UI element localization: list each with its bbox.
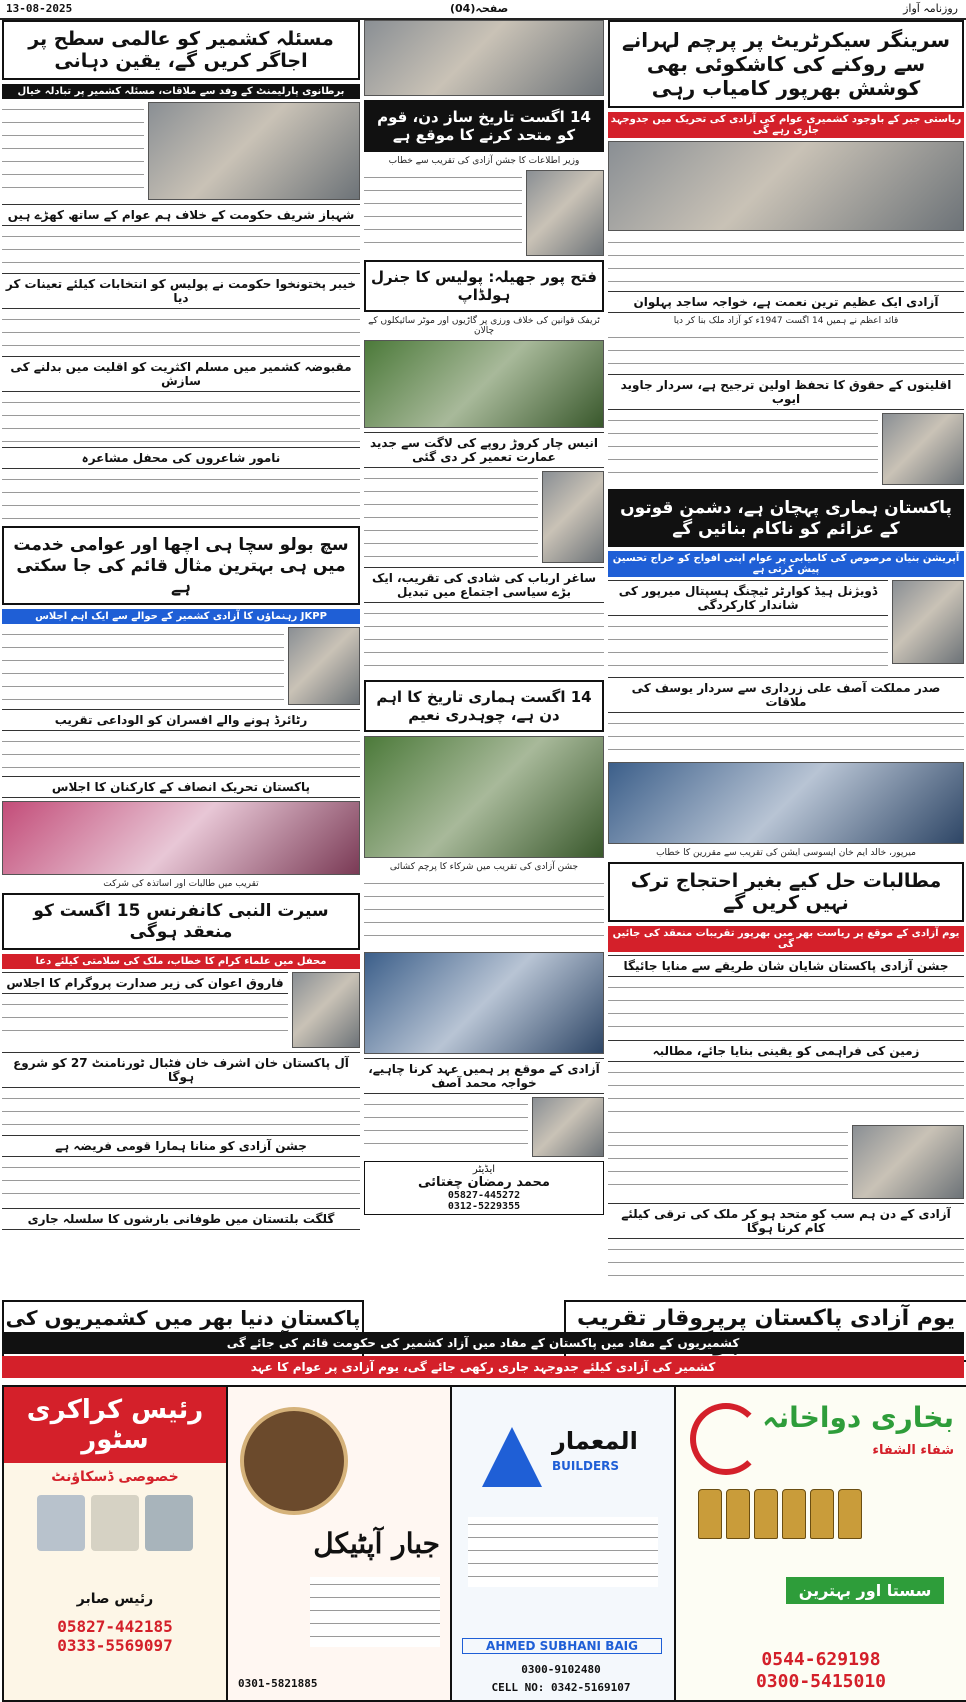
article-text bbox=[2, 312, 360, 352]
headline: آل پاکستان خان اشرف خان فٹبال ٹورنامنٹ 27 کو شروع ہوگا bbox=[2, 1052, 360, 1088]
headline: مقبوضہ کشمیر میں مسلم اکثریت کو اقلیت میں بدلنے کی سازش bbox=[2, 356, 360, 392]
product-image bbox=[145, 1495, 193, 1551]
headline: گلگت بلتستان میں طوفانی بارشوں کا سلسلہ جاری bbox=[2, 1208, 360, 1230]
article-text bbox=[2, 102, 144, 198]
portrait-photo bbox=[288, 627, 360, 705]
headline: نامور شاعروں کی محفل مشاعرہ bbox=[2, 447, 360, 469]
news-photo bbox=[364, 20, 604, 96]
advert-subtitle: BUILDERS bbox=[552, 1459, 620, 1473]
article-text bbox=[608, 1065, 964, 1121]
portrait-photo bbox=[526, 170, 604, 256]
article-text bbox=[2, 395, 360, 443]
advert-title: المعمار bbox=[552, 1427, 638, 1455]
headline: مطالبات حل کیے بغیر احتجاج ترک نہیں کریں گے bbox=[608, 862, 964, 922]
editor-box bbox=[364, 1161, 604, 1215]
headline: شہباز شریف حکومت کے خلاف ہم عوام کے ساتھ کھڑے ہیں bbox=[2, 204, 360, 226]
article-text bbox=[2, 1091, 360, 1131]
article-text bbox=[608, 235, 964, 287]
bottle-icon bbox=[754, 1489, 778, 1539]
headline: فاروق اعوان کی زیر صدارت پروگرام کا اجلاس bbox=[2, 972, 288, 994]
bottle-icon bbox=[838, 1489, 862, 1539]
masthead bbox=[0, 0, 966, 20]
advert-phone[interactable]: 0300-9102480 bbox=[521, 1663, 601, 1676]
advert-price: سستا اور بہترین bbox=[786, 1577, 944, 1604]
article-text bbox=[2, 472, 360, 522]
photo-caption: ٹریفک قوانین کی خلاف ورزی پر گاڑیوں اور موٹر سائیکلوں کے چالان bbox=[368, 316, 600, 336]
subheadline: قائد اعظم نے ہمیں 14 اگست 1947ء کو آزاد ملک بنا کر دیا bbox=[673, 316, 899, 326]
news-photo bbox=[148, 102, 360, 200]
main-headline-right: یوم آزادی پاکستان پرپروقار تقریب bbox=[564, 1300, 966, 1362]
product-image bbox=[91, 1495, 139, 1551]
headline: آزادی ایک عظیم ترین نعمت ہے، خواجہ ساجد پہلوان bbox=[608, 291, 964, 313]
headline: ڈویژنل ہیڈ کوارٹر ٹیچنگ ہسپتال میرپور کی شاندار کارکردگی bbox=[608, 580, 888, 616]
article-text bbox=[608, 413, 878, 483]
column-right bbox=[608, 20, 964, 1286]
advert-text bbox=[468, 1517, 658, 1587]
bottle-icon bbox=[698, 1489, 722, 1539]
advert-person: رئیس صابر bbox=[76, 1591, 154, 1607]
strapline: برطانوی پارلیمنٹ کے وفد سے ملاقات، مسئلہ کشمیر پر تبادلہ خیال bbox=[2, 84, 360, 99]
headline: اقلیتوں کے حقوق کا تحفظ اولین ترجیح ہے، سردار جاوید ایوب bbox=[608, 374, 964, 410]
product-bottles bbox=[696, 1487, 864, 1545]
crescent-icon bbox=[690, 1403, 762, 1475]
bottle-icon bbox=[810, 1489, 834, 1539]
clock-icon bbox=[240, 1407, 348, 1515]
headline: مسئلہ کشمیر کو عالمی سطح پر اجاگر کریں گے، یقین دہانی bbox=[2, 20, 360, 80]
headline: فتح پور جھیلہ: پولیس کا جنرل ہولڈاپ bbox=[364, 260, 604, 312]
news-band: کشمیریوں کے مفاد میں پاکستان کے مفاد میں آزاد کشمیر کی حکومت قائم کی جائے گی bbox=[2, 1332, 964, 1354]
editor-label: ایڈیٹر bbox=[472, 1164, 496, 1175]
headline: خیبر پختونخوا حکومت نے پولیس کو انتخابات کیلئے تعینات کر دیا bbox=[2, 273, 360, 309]
article-text bbox=[364, 606, 604, 676]
headline: رٹائرڈ ہونے والے افسران کو الوداعی تقریب bbox=[2, 709, 360, 731]
advert-dawakhana[interactable] bbox=[674, 1385, 966, 1702]
strapline: آپریشن بنیان مرصوص کی کامیابی پر عوام اپنی افواج کو خراج تحسین پیش کرتی ہے bbox=[608, 551, 964, 577]
headline: جشن آزادی پاکستان شایان شان طریقے سے منایا جائیگا bbox=[608, 955, 964, 977]
advert-phone[interactable]: 0301-5821885 bbox=[238, 1677, 318, 1690]
column-left bbox=[2, 20, 360, 1233]
headline: سیرت النبی کانفرنس 15 اگست کو منعقد ہوگی bbox=[2, 893, 360, 950]
advert-phone[interactable]: 0300-5415010 bbox=[755, 1671, 887, 1692]
advert-phone[interactable]: 05827-442185 bbox=[57, 1617, 173, 1636]
news-photo bbox=[852, 1125, 964, 1199]
bottle-icon bbox=[782, 1489, 806, 1539]
article-text bbox=[364, 170, 522, 254]
article-text bbox=[364, 471, 538, 561]
headline: ساغر ارباب کی شادی کی تقریب، ایک بڑے سیاسی اجتماع میں تبدیل bbox=[364, 567, 604, 603]
advert-builders[interactable] bbox=[450, 1385, 676, 1702]
article-text bbox=[2, 1160, 360, 1204]
subheadline: وزیر اطلاعات کا جشن آزادی کی تقریب سے خطاب bbox=[388, 156, 580, 166]
editor-phone: 0312-5229355 bbox=[447, 1201, 521, 1212]
portrait-photo bbox=[542, 471, 604, 563]
issue-date: 13-08-2025 bbox=[6, 2, 73, 15]
headline: پاکستان تحریک انصاف کے کارکنان کا اجلاس bbox=[2, 776, 360, 798]
article-text bbox=[2, 229, 360, 269]
advert-title: بخاری دواخانہ bbox=[762, 1401, 954, 1434]
photo-caption: میرپور، خالد ایم خان ایسوسی ایشن کی تقریب سے مقررین کا خطاب bbox=[656, 848, 916, 858]
headline: زمین کی فراہمی کو یقینی بنایا جائے، مطالبہ bbox=[608, 1040, 964, 1062]
article-text bbox=[608, 980, 964, 1036]
article-text bbox=[364, 1097, 528, 1155]
article-text bbox=[364, 876, 604, 948]
portrait-photo bbox=[892, 580, 964, 664]
article-text bbox=[2, 997, 288, 1039]
photo-caption: جشن آزادی کی تقریب میں شرکاء کا پرچم کشائی bbox=[389, 862, 579, 872]
advert-optical[interactable] bbox=[226, 1385, 452, 1702]
portrait-photo bbox=[532, 1097, 604, 1157]
advert-title: جبار آپٹیکل bbox=[313, 1527, 440, 1560]
strapline: محفل میں علماء کرام کا خطاب، ملک کی سلامتی کیلئے دعا bbox=[2, 954, 360, 969]
article-text bbox=[608, 619, 888, 673]
product-images bbox=[4, 1495, 226, 1551]
building-icon bbox=[482, 1427, 542, 1487]
headline: صدر مملکت آصف علی زرداری سے سردار یوسف کی ملاقات bbox=[608, 677, 964, 713]
bottle-icon bbox=[726, 1489, 750, 1539]
article-text bbox=[608, 330, 964, 370]
headline: پاکستان ہماری پہچان ہے، دشمن قوتوں کے عزائم کو ناکام بنائیں گے bbox=[608, 489, 964, 547]
article-text bbox=[608, 1125, 848, 1197]
headline: جشن آزادی کو منانا ہمارا قومی فریضہ ہے bbox=[2, 1135, 360, 1157]
page-number: صفحہ(04) bbox=[450, 2, 509, 15]
advert-phone[interactable]: 0333-5569097 bbox=[57, 1636, 173, 1655]
portrait-photo bbox=[882, 413, 964, 485]
column-middle bbox=[364, 20, 604, 1215]
editor-phone: 05827-445272 bbox=[447, 1190, 521, 1201]
advert-crockery-store[interactable] bbox=[2, 1385, 228, 1702]
headline: آزادی کے دن ہم سب کو متحد ہو کر ملک کی ترقی کیلئے کام کرنا ہوگا bbox=[608, 1203, 964, 1239]
advert-phone[interactable]: 0544-629198 bbox=[761, 1649, 881, 1670]
main-headline-left: پاکستان دنیا بھر میں کشمیریوں کی bbox=[2, 1300, 364, 1360]
article-text bbox=[608, 1242, 964, 1282]
advert-owner: AHMED SUBHANI BAIG bbox=[462, 1638, 662, 1654]
photo-caption: تقریب میں طالبات اور اساتذہ کی شرکت bbox=[103, 879, 259, 889]
news-band-red: کشمیر کی آزادی کیلئے جدوجہد جاری رکھی جائے گی، یوم آزادی پر عوام کا عہد bbox=[2, 1356, 964, 1378]
article-text bbox=[608, 716, 964, 758]
headline: سرینگر سیکرٹریٹ پر پرچم لہرانے سے روکنے کی کاشکوئی بھی کوشش بھرپور کامیاب رہی bbox=[608, 20, 964, 108]
headline: انیس چار کروڑ روپے کی لاگت سے جدید عمارت تعمیر کر دی گئی bbox=[364, 432, 604, 468]
news-photo bbox=[608, 762, 964, 844]
news-photo bbox=[364, 736, 604, 858]
editor-name: محمد رمضان چغتائی bbox=[418, 1175, 550, 1190]
product-image bbox=[37, 1495, 85, 1551]
strapline: ریاستی جبر کے باوجود کشمیری عوام کی آزادی کی تحریک میں جدوجہد جاری رہے گی bbox=[608, 112, 964, 138]
news-photo bbox=[364, 340, 604, 428]
article-text bbox=[2, 627, 284, 703]
news-photo bbox=[608, 141, 964, 231]
paper-name: روزنامہ آواز bbox=[903, 2, 958, 15]
advert-phone[interactable]: CELL NO: 0342-5169107 bbox=[491, 1681, 631, 1694]
article-text bbox=[2, 734, 360, 772]
news-photo bbox=[364, 952, 604, 1054]
strapline: JKPP رہنماؤں کا آزادی کشمیر کے حوالے سے ایک اہم اجلاس bbox=[2, 609, 360, 624]
advert-tagline: خصوصی ڈسکاؤنٹ bbox=[51, 1469, 179, 1485]
advert-title: رئیس کراکری سٹور bbox=[4, 1387, 226, 1463]
advert-text bbox=[310, 1577, 440, 1647]
advert-subtitle: شفاء الشفاء bbox=[872, 1443, 954, 1458]
portrait-photo bbox=[292, 972, 360, 1048]
headline: 14 اگست ہماری تاریخ کا اہم دن ہے، چوہدری نعیم bbox=[364, 680, 604, 732]
strapline: یوم آزادی کے موقع پر ریاست بھر میں بھرپور تقریبات منعقد کی جائیں گی bbox=[608, 926, 964, 952]
headline: 14 اگست تاریخ ساز دن، قوم کو متحد کرنے کا موقع ہے bbox=[364, 100, 604, 152]
headline: سچ بولو سچا ہی اچھا اور عوامی خدمت میں ہی بہترین مثال قائم کی جا سکتی ہے bbox=[2, 526, 360, 605]
headline: آزادی کے موقع پر ہمیں عہد کرنا چاہیے، خواجہ محمد آصف bbox=[364, 1058, 604, 1094]
news-photo bbox=[2, 801, 360, 875]
